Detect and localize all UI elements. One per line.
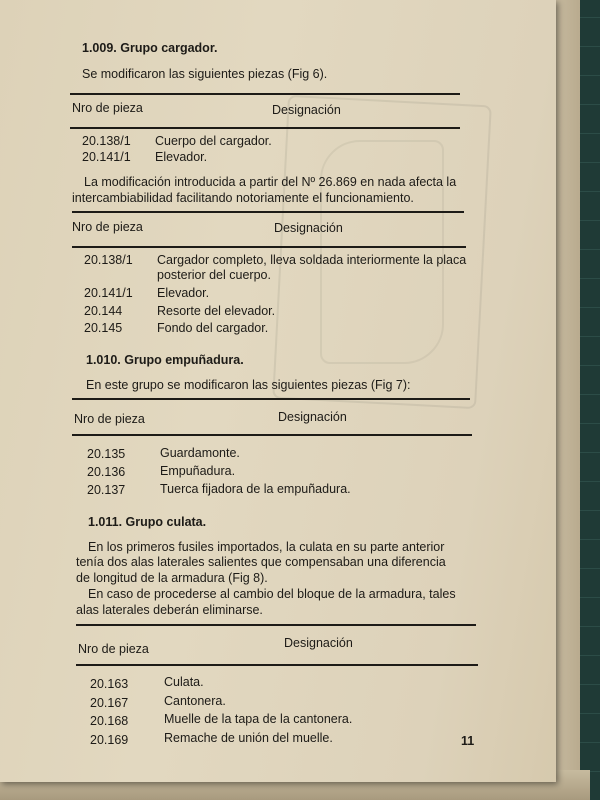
part-number: 20.138/1 <box>84 253 133 267</box>
col-header-designation: Designación <box>272 103 341 117</box>
note-line: intercambiabilidad facilitando notoriamente el funcionamiento. <box>72 191 414 205</box>
part-number: 20.163 <box>90 677 129 691</box>
paragraph-line: de longitud de la armadura (Fig 8). <box>76 571 268 585</box>
col-header-part: Nro de pieza <box>78 642 149 656</box>
part-number: 20.141/1 <box>84 286 133 300</box>
table-rule-header <box>72 246 466 248</box>
part-designation: Muelle de la tapa de la cantonera. <box>164 712 353 726</box>
part-designation: Guardamonte. <box>160 446 240 460</box>
section-heading-1009: 1.009. Grupo cargador. <box>82 41 218 55</box>
part-designation: Elevador. <box>155 150 208 164</box>
table-rule-header <box>76 664 478 666</box>
paragraph-line: alas laterales deberán eliminarse. <box>76 603 263 617</box>
part-number: 20.168 <box>90 714 129 728</box>
part-number: 20.169 <box>90 733 129 747</box>
section-heading-1011: 1.011. Grupo culata. <box>88 515 207 529</box>
table-rule-top <box>72 398 470 400</box>
table-rule-header <box>72 434 472 436</box>
part-designation: Resorte del elevador. <box>157 304 276 318</box>
table-rule-top <box>70 93 460 95</box>
part-number: 20.167 <box>90 696 129 710</box>
part-designation: Tuerca fijadora de la empuñadura. <box>160 482 351 496</box>
part-designation: Culata. <box>164 675 204 689</box>
part-number: 20.135 <box>87 447 126 461</box>
section-intro-1010: En este grupo se modificaron las siguientes piezas (Fig 7): <box>86 378 411 392</box>
paragraph-line: tenía dos alas laterales salientes que compensaban una diferencia <box>76 555 446 569</box>
table-rule-header <box>70 127 460 129</box>
part-number: 20.145 <box>84 321 123 335</box>
part-designation: Cuerpo del cargador. <box>155 134 272 148</box>
col-header-designation: Designación <box>284 636 353 650</box>
col-header-designation: Designación <box>274 221 343 235</box>
section-intro-1009: Se modificaron las siguientes piezas (Fig 6). <box>82 67 328 81</box>
part-number: 20.137 <box>87 483 126 497</box>
part-number: 20.136 <box>87 465 126 479</box>
paragraph-line: En los primeros fusiles importados, la culata en su parte anterior <box>88 540 445 554</box>
part-number: 20.141/1 <box>82 150 131 164</box>
part-designation: Elevador. <box>157 286 210 300</box>
part-number: 20.144 <box>84 304 123 318</box>
part-designation: Remache de unión del muelle. <box>164 731 333 745</box>
part-designation: Cantonera. <box>164 694 226 708</box>
col-header-part: Nro de pieza <box>74 412 145 426</box>
note-line: La modificación introducida a partir del Nº 26.869 en nada afecta la <box>84 175 457 189</box>
table-rule-top <box>72 211 464 213</box>
paragraph-line: En caso de procederse al cambio del bloque de la armadura, tales <box>88 587 456 601</box>
part-designation-continued: posterior del cuerpo. <box>157 268 271 282</box>
col-header-part: Nro de pieza <box>72 220 143 234</box>
part-designation: Empuñadura. <box>160 464 236 478</box>
part-designation: Cargador completo, lleva soldada interiormente la placa <box>157 253 467 267</box>
part-number: 20.138/1 <box>82 134 131 148</box>
page-number: 11 <box>461 734 475 748</box>
bleed-through-figure-detail <box>320 140 444 364</box>
table-rule-top <box>76 624 476 626</box>
col-header-designation: Designación <box>278 410 347 424</box>
section-heading-1010: 1.010. Grupo empuñadura. <box>86 353 244 367</box>
col-header-part: Nro de pieza <box>72 101 143 115</box>
part-designation: Fondo del cargador. <box>157 321 269 335</box>
